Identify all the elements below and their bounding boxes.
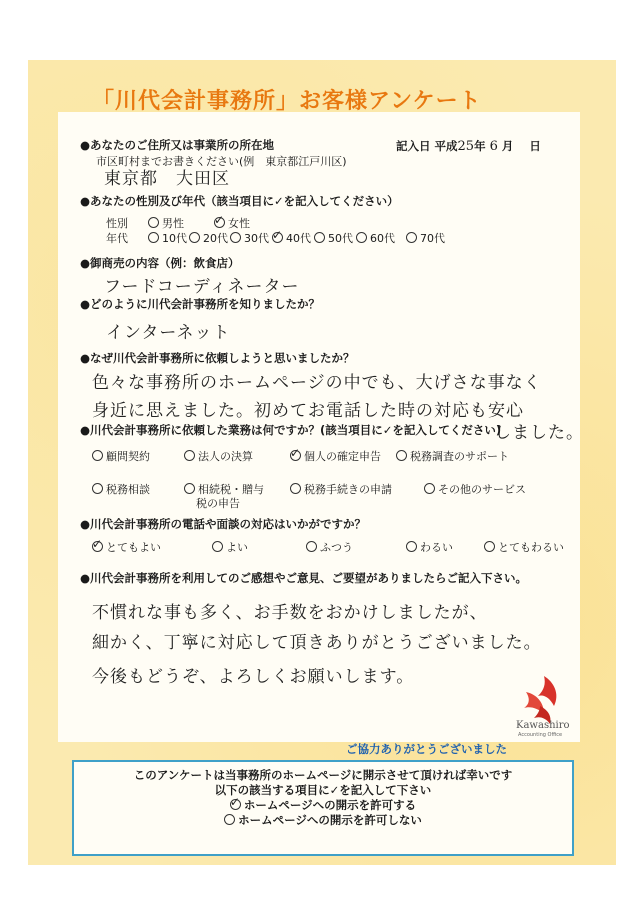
checkbox[interactable] bbox=[184, 450, 195, 461]
age-10-option[interactable] bbox=[148, 230, 187, 246]
age-30-option[interactable] bbox=[230, 230, 269, 246]
q8-answer-line-3[interactable]: 今後もどうぞ、よろしくお願いします。 bbox=[92, 667, 415, 687]
notice-line-1: このアンケートは当事務所のホームページに開示させて頂ければ幸いです bbox=[133, 768, 513, 782]
option-label: よい bbox=[226, 541, 248, 554]
q7-question: ●川代会計事務所の電話や面談の対応はいかがですか？ bbox=[80, 517, 367, 531]
q5-question: ●なぜ川代会計事務所に依頼しようと思いましたか？ bbox=[80, 351, 355, 365]
survey-title: 「川代会計事務所」お客様アンケート bbox=[92, 89, 482, 114]
option-label: 10代 bbox=[162, 232, 187, 245]
q8-answer-line-1[interactable]: 不慣れな事も多く、お手数をおかけしましたが、 bbox=[92, 603, 488, 623]
option-label: 税務相談 bbox=[106, 483, 150, 496]
option-label: 60代 bbox=[370, 232, 395, 245]
option-label: その他のサービス bbox=[438, 483, 526, 496]
service-inheritance-option-line-2: 税の申告 bbox=[196, 497, 240, 510]
checkbox[interactable] bbox=[92, 450, 103, 461]
service-tax-return-option[interactable] bbox=[290, 448, 381, 464]
service-corporate-settlement-option[interactable] bbox=[184, 448, 253, 464]
age-20-option[interactable] bbox=[189, 230, 228, 246]
date-era: 平成 bbox=[434, 139, 458, 153]
option-label: 20代 bbox=[203, 232, 228, 245]
option-label: 70代 bbox=[420, 232, 445, 245]
checkbox-checked[interactable] bbox=[290, 450, 301, 461]
q1-note: 市区町村までお書きください(例 東京都江戸川区) bbox=[96, 155, 347, 168]
checkbox[interactable] bbox=[148, 232, 159, 243]
q1-answer[interactable]: 東京都 大田区 bbox=[104, 169, 230, 189]
checkbox[interactable] bbox=[406, 232, 417, 243]
gender-male-option[interactable] bbox=[148, 215, 184, 231]
checkbox-checked[interactable] bbox=[92, 541, 103, 552]
option-label: ふつう bbox=[320, 541, 353, 554]
entry-date bbox=[396, 138, 541, 154]
checkbox[interactable] bbox=[396, 450, 407, 461]
checkbox[interactable] bbox=[189, 232, 200, 243]
option-label: とてもわるい bbox=[498, 541, 564, 554]
option-label: 30代 bbox=[244, 232, 269, 245]
checkbox[interactable] bbox=[424, 483, 435, 494]
service-advisory-option[interactable] bbox=[92, 448, 150, 464]
option-label: 法人の決算 bbox=[198, 450, 253, 463]
service-other-option[interactable] bbox=[424, 481, 526, 497]
gender-label: 性別 bbox=[106, 217, 128, 230]
q1-question: ●あなたのご住所又は事業所の所在地 bbox=[80, 138, 275, 152]
checkbox[interactable] bbox=[484, 541, 495, 552]
disclosure-deny-option[interactable] bbox=[74, 813, 572, 828]
checkbox[interactable] bbox=[224, 814, 235, 825]
option-label: ホームページへの開示を許可しない bbox=[238, 813, 422, 827]
checkbox-checked[interactable] bbox=[214, 217, 225, 228]
checkbox[interactable] bbox=[92, 483, 103, 494]
rating-very-bad-option[interactable] bbox=[484, 539, 564, 555]
q5-answer-line-3[interactable]: しました。 bbox=[494, 423, 584, 443]
checkbox-checked[interactable] bbox=[272, 232, 283, 243]
option-label: 相続税・贈与 bbox=[198, 483, 264, 496]
rating-average-option[interactable] bbox=[306, 539, 353, 555]
option-label: 税務手続きの申請 bbox=[304, 483, 392, 496]
date-month: 6 bbox=[489, 139, 498, 154]
age-label: 年代 bbox=[106, 232, 128, 245]
q8-question: ●川代会計事務所を利用してのご感想やご意見、ご要望がありましたらご記入下さい。 bbox=[80, 571, 528, 585]
age-70-option[interactable] bbox=[406, 230, 445, 246]
rating-good-option[interactable] bbox=[212, 539, 248, 555]
thanks-message: ご協力ありがとうございました bbox=[346, 742, 507, 756]
q4-answer[interactable]: インターネット bbox=[106, 323, 231, 343]
year-unit: 年 bbox=[474, 139, 486, 153]
option-label: とてもよい bbox=[106, 541, 161, 554]
checkbox[interactable] bbox=[184, 483, 195, 494]
service-procedure-option[interactable] bbox=[290, 481, 392, 497]
date-label: 記入日 bbox=[396, 139, 431, 153]
age-40-option[interactable] bbox=[272, 230, 311, 246]
age-60-option[interactable] bbox=[356, 230, 395, 246]
q4-question: ●どのように川代会計事務所を知りましたか？ bbox=[80, 297, 321, 311]
disclosure-allow-option[interactable] bbox=[74, 798, 572, 813]
logo-subtitle: Accounting Office bbox=[518, 732, 563, 738]
checkbox[interactable] bbox=[406, 541, 417, 552]
option-label: 個人の確定申告 bbox=[304, 450, 381, 463]
checkbox[interactable] bbox=[356, 232, 367, 243]
option-label: 女性 bbox=[228, 217, 250, 230]
q6-question: ●川代会計事務所に依頼した業務は何ですか？(該当項目に✓を記入してください) bbox=[80, 423, 502, 437]
checkbox[interactable] bbox=[230, 232, 241, 243]
option-label: 税務調査のサポート bbox=[410, 450, 509, 463]
date-year: 25 bbox=[457, 139, 475, 154]
age-50-option[interactable] bbox=[314, 230, 353, 246]
day-unit: 日 bbox=[529, 139, 541, 153]
notice-line-2: 以下の該当する項目に✓を記入して下さい bbox=[214, 783, 432, 797]
option-label: ホームページへの開示を許可する bbox=[243, 798, 417, 812]
q5-answer-line-1[interactable]: 色々な事務所のホームページの中でも、大げさな事なく bbox=[92, 373, 542, 393]
option-label: 40代 bbox=[286, 232, 311, 245]
rating-very-good-option[interactable] bbox=[92, 539, 161, 555]
q8-answer-line-2[interactable]: 細かく、丁寧に対応して頂きありがとうございました。 bbox=[92, 633, 542, 653]
option-label: 男性 bbox=[162, 217, 184, 230]
q5-answer-line-2[interactable]: 身近に思えました。初めてお電話した時の対応も安心 bbox=[92, 401, 524, 421]
checkbox[interactable] bbox=[148, 217, 159, 228]
q2-question: ●あなたの性別及び年代（該当項目に✓を記入してください） bbox=[80, 194, 399, 208]
option-label: 50代 bbox=[328, 232, 353, 245]
logo-name: Kawashiro bbox=[516, 720, 570, 731]
service-audit-support-option[interactable] bbox=[396, 448, 509, 464]
checkbox[interactable] bbox=[314, 232, 325, 243]
q3-answer[interactable]: フードコーディネーター bbox=[104, 277, 300, 297]
service-tax-consult-option[interactable] bbox=[92, 481, 150, 497]
checkbox[interactable] bbox=[212, 541, 223, 552]
option-label: 顧問契約 bbox=[106, 450, 150, 463]
month-unit: 月 bbox=[501, 139, 514, 153]
gender-female-option[interactable] bbox=[214, 215, 250, 231]
kawashiro-logo bbox=[514, 672, 576, 742]
checkbox-checked[interactable] bbox=[230, 799, 241, 810]
option-label: わるい bbox=[420, 541, 453, 554]
checkbox[interactable] bbox=[306, 541, 317, 552]
rating-bad-option[interactable] bbox=[406, 539, 453, 555]
checkbox[interactable] bbox=[290, 483, 301, 494]
q3-question: ●御商売の内容（例：飲食店） bbox=[80, 256, 240, 270]
disclosure-notice-box bbox=[72, 760, 574, 856]
